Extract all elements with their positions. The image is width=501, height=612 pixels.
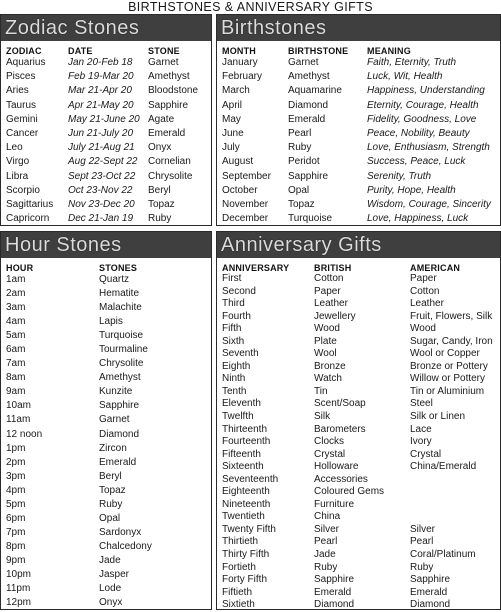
anniversary-cell: Fourth	[222, 310, 251, 322]
hour-stone-row	[1, 442, 211, 456]
anniversary-cell: Cotton	[410, 285, 440, 297]
anniversary-cell: Tin	[314, 385, 328, 397]
anniversary-cell: Crystal	[314, 448, 346, 460]
hour-stone-cell: Turquoise	[99, 330, 144, 342]
anniversary-cell: Barometers	[314, 423, 366, 435]
anniversary-row	[217, 549, 500, 562]
hour-stone-row	[1, 413, 211, 427]
hour-stone-cell: Tourmaline	[99, 344, 148, 356]
zodiac-cell: Aug 22-Sept 22	[68, 156, 138, 168]
anniversary-row	[217, 511, 500, 524]
hour-stone-cell: 9am	[6, 386, 26, 398]
hour-stone-row	[1, 343, 211, 357]
anniversary-cell: Jewellery	[314, 310, 356, 322]
anniversary-cell: Seventh	[222, 348, 259, 360]
birthstone-column-header: MEANING	[367, 46, 411, 56]
birthstone-cell: Diamond	[288, 99, 329, 111]
zodiac-cell: Virgo	[6, 156, 30, 168]
hour-stone-cell: 3am	[6, 302, 26, 314]
birthstone-cell: Ruby	[288, 142, 312, 154]
anniversary-row	[217, 286, 500, 299]
hour-stone-row	[1, 371, 211, 385]
hour-stone-cell: 4pm	[6, 484, 26, 496]
hour-stone-cell: Opal	[99, 512, 121, 524]
zodiac-cell: Apr 21-May 20	[68, 99, 134, 111]
hour-stone-cell: Quartz	[99, 274, 130, 285]
hour-stone-cell: Chalcedony	[99, 540, 152, 552]
hour-stone-cell: 1pm	[6, 442, 26, 454]
page-title: BIRTHSTONES & ANNIVERSARY GIFTS	[128, 0, 373, 14]
hour-stone-row	[1, 357, 211, 371]
anniversary-cell: Leather	[410, 298, 444, 310]
zodiac-cell: July 21-Aug 21	[68, 142, 135, 154]
anniversary-cell: Tenth	[222, 385, 247, 397]
anniversary-cell: Sugar, Candy, Iron	[410, 335, 493, 347]
zodiac-row	[1, 170, 211, 184]
anniversary-row	[217, 348, 500, 361]
hour-stone-cell: 1am	[6, 274, 26, 285]
anniversary-row	[217, 336, 500, 349]
hour-stone-row	[1, 301, 211, 315]
anniversary-cell: Silk	[314, 411, 331, 423]
hour-stone-row	[1, 484, 211, 498]
birthstone-cell: Wisdom, Courage, Sincerity	[367, 198, 491, 210]
birthstone-row	[217, 70, 500, 84]
anniversary-cell: Twelfth	[222, 411, 254, 423]
zodiac-row	[1, 212, 211, 226]
anniversary-row	[217, 486, 500, 499]
zodiac-column-header: ZODIAC	[6, 46, 42, 56]
zodiac-row	[1, 198, 211, 212]
zodiac-table	[1, 42, 211, 226]
anniversary-cell: Wool	[314, 348, 337, 360]
anniversary-cell: Second	[222, 285, 256, 297]
anniversary-cell: Silver	[410, 523, 436, 535]
birthstone-row	[217, 84, 500, 98]
zodiac-cell: Aquarius	[6, 57, 46, 68]
birthstone-cell: Peridot	[288, 156, 320, 168]
hour-stone-cell: Malachite	[99, 302, 142, 314]
anniversary-cell: Bronze	[314, 360, 346, 372]
birthstone-cell: Love, Enthusiasm, Strength	[367, 142, 490, 154]
birthstone-cell: Peace, Nobility, Beauty	[367, 127, 470, 139]
zodiac-cell: Sagittarius	[6, 198, 54, 210]
anniversary-cell: Pearl	[410, 536, 434, 548]
zodiac-cell: Libra	[6, 170, 29, 182]
zodiac-cell: Jun 21-July 20	[68, 127, 134, 139]
birthstone-cell: January	[222, 57, 258, 68]
birthstone-cell: Turquoise	[288, 213, 333, 225]
birthstone-row	[217, 184, 500, 198]
zodiac-stones-panel	[0, 14, 212, 226]
zodiac-cell: Feb 19-Mar 20	[68, 71, 134, 83]
zodiac-cell: Taurus	[6, 99, 37, 111]
hour-stone-row	[1, 456, 211, 470]
anniversary-row	[217, 499, 500, 512]
birthstone-cell: Love, Happiness, Luck	[367, 213, 469, 225]
birthstone-row	[217, 212, 500, 226]
hour-stone-row	[1, 540, 211, 554]
birthstone-cell: Fidelity, Goodness, Love	[367, 113, 477, 125]
zodiac-row	[1, 127, 211, 141]
hour-stone-cell: Emerald	[99, 456, 137, 468]
anniversary-cell: First	[222, 273, 242, 284]
anniversary-cell: Sapphire	[314, 574, 355, 586]
zodiac-cell: Beryl	[148, 184, 171, 196]
zodiac-cell: May 21-June 20	[68, 113, 140, 125]
birthstone-cell: Luck, Wit, Health	[367, 71, 443, 83]
hour-stone-row	[1, 554, 211, 568]
hour-stone-row	[1, 512, 211, 526]
zodiac-cell: Sept 23-Oct 22	[68, 170, 136, 182]
anniversary-column-header: BRITISH	[314, 263, 352, 273]
anniversary-cell: Clocks	[314, 436, 345, 448]
hour-stone-column-header: HOUR	[6, 263, 34, 273]
birthstone-cell: Pearl	[288, 127, 312, 139]
anniversary-cell: Sixth	[222, 335, 245, 347]
anniversary-cell: Steel	[410, 398, 433, 410]
hour-stone-cell: 4am	[6, 316, 26, 328]
zodiac-cell: Onyx	[148, 142, 172, 154]
zodiac-cell: Leo	[6, 142, 23, 154]
anniversary-cell: Twenty Fifth	[222, 523, 276, 535]
anniversary-cell: Coral/Platinum	[410, 549, 476, 561]
anniversary-cell: Fourteenth	[222, 436, 271, 448]
zodiac-cell: Pisces	[6, 71, 36, 83]
anniversary-cell: Wood	[410, 323, 436, 335]
hour-stone-cell: Sardonyx	[99, 526, 142, 538]
anniversary-cell: Silk or Linen	[410, 411, 466, 423]
hour-stone-cell: Sapphire	[99, 400, 140, 412]
anniversary-cell: Ruby	[314, 561, 338, 573]
anniversary-row	[217, 424, 500, 437]
anniversary-row	[217, 436, 500, 449]
hour-stone-row	[1, 470, 211, 484]
anniversary-cell: Ruby	[410, 561, 434, 573]
hour-stone-cell: Lapis	[99, 316, 123, 328]
hour-stone-row	[1, 582, 211, 596]
anniversary-cell: Fruit, Flowers, Silk	[410, 310, 493, 322]
hour-stone-cell: Onyx	[99, 597, 123, 609]
anniversary-cell: Wool or Copper	[410, 348, 480, 360]
birthstone-cell: February	[222, 71, 263, 83]
hour-stone-cell: 11pm	[6, 583, 31, 595]
anniversary-cell: Coloured Gems	[314, 486, 385, 498]
anniversary-row	[217, 311, 500, 324]
birthstones-heading: Birthstones	[217, 15, 500, 41]
birthstones-table	[217, 42, 500, 226]
zodiac-row	[1, 141, 211, 155]
hour-stone-cell: 2am	[6, 288, 26, 300]
hour-stone-cell: 10pm	[6, 568, 32, 580]
birthstone-cell: Sapphire	[288, 170, 329, 182]
hour-stone-row	[1, 315, 211, 329]
zodiac-cell: Emerald	[148, 127, 186, 139]
hour-stone-cell: Topaz	[99, 484, 126, 496]
hour-stone-cell: 7am	[6, 358, 26, 370]
hour-stone-cell: 3pm	[6, 470, 26, 482]
birthstone-row	[217, 155, 500, 169]
anniversary-row	[217, 536, 500, 549]
hour-stone-cell: Garnet	[99, 414, 130, 426]
hour-stone-row	[1, 596, 211, 610]
zodiac-stones-heading: Zodiac Stones	[1, 15, 211, 41]
zodiac-header-row	[1, 42, 211, 56]
hour-stone-row	[1, 273, 211, 287]
anniversary-cell: Seventeenth	[222, 473, 279, 485]
zodiac-cell: Bloodstone	[148, 85, 199, 97]
hour-stone-cell: Jade	[99, 554, 121, 566]
birthstone-header-row	[217, 42, 500, 56]
zodiac-cell: Chrysolite	[148, 170, 193, 182]
anniversary-row	[217, 411, 500, 424]
birthstone-cell: July	[222, 142, 240, 154]
anniversary-cell: Leather	[314, 298, 348, 310]
anniversary-gifts-table	[217, 259, 500, 612]
hour-stone-row	[1, 428, 211, 442]
anniversary-cell: Emerald	[314, 586, 352, 598]
birthstone-cell: Aquamarine	[288, 85, 342, 97]
hour-stone-row	[1, 526, 211, 540]
anniversary-row	[217, 361, 500, 374]
zodiac-cell: Agate	[148, 113, 175, 125]
anniversary-cell: Eighteenth	[222, 486, 270, 498]
hour-stone-cell: 12 noon	[6, 428, 43, 440]
hour-stone-row	[1, 498, 211, 512]
birthstone-cell: Eternity, Courage, Health	[367, 99, 479, 111]
birthstone-cell: Topaz	[288, 198, 315, 210]
anniversary-cell: Fifth	[222, 323, 242, 335]
hour-stone-cell: 8am	[6, 372, 26, 384]
anniversary-cell: Watch	[314, 373, 342, 385]
hour-stone-cell: 8pm	[6, 540, 26, 552]
anniversary-row	[217, 273, 500, 286]
birthstone-cell: Happiness, Understanding	[367, 85, 485, 97]
zodiac-cell: Amethyst	[148, 71, 190, 83]
anniversary-cell: Jade	[314, 549, 336, 561]
birthstone-row	[217, 56, 500, 70]
anniversary-row	[217, 574, 500, 587]
birthstone-cell: Amethyst	[288, 71, 330, 83]
hour-stone-cell: 10am	[6, 400, 32, 412]
zodiac-cell: Sapphire	[148, 99, 189, 111]
anniversary-header-row	[217, 259, 500, 273]
zodiac-row	[1, 84, 211, 98]
hour-stone-row	[1, 329, 211, 343]
anniversary-cell: Forty Fifth	[222, 574, 268, 586]
birthstone-cell: Opal	[288, 184, 310, 196]
anniversary-cell: Nineteenth	[222, 498, 271, 510]
anniversary-row	[217, 461, 500, 474]
birthstone-row	[217, 113, 500, 127]
anniversary-cell: Fifteenth	[222, 448, 261, 460]
birthstone-row	[217, 127, 500, 141]
hour-stone-column-header: STONES	[99, 263, 138, 273]
birthstone-cell: Emerald	[288, 113, 326, 125]
anniversary-column-header: AMERICAN	[410, 263, 461, 273]
anniversary-cell: Wood	[314, 323, 340, 335]
zodiac-row	[1, 113, 211, 127]
anniversary-cell: Bronze or Pottery	[410, 360, 488, 372]
anniversary-cell: China/Emerald	[410, 461, 477, 473]
anniversary-cell: Ninth	[222, 373, 246, 385]
birthstone-row	[217, 99, 500, 113]
hour-stone-cell: 2pm	[6, 456, 26, 468]
zodiac-cell: Oct 23-Nov 22	[68, 184, 133, 196]
birthstone-cell: Purity, Hope, Health	[367, 184, 456, 196]
hour-stones-table	[1, 259, 211, 610]
anniversary-cell: Furniture	[314, 498, 355, 510]
birthstone-cell: October	[222, 184, 258, 196]
zodiac-cell: Garnet	[148, 57, 179, 68]
hour-stone-cell: 11am	[6, 414, 31, 426]
hour-stone-row	[1, 568, 211, 582]
anniversary-cell: Diamond	[410, 599, 451, 611]
anniversary-cell: Sapphire	[410, 574, 451, 586]
birthstone-cell: May	[222, 113, 241, 125]
anniversary-cell: Thirty Fifth	[222, 549, 270, 561]
anniversary-row	[217, 386, 500, 399]
zodiac-column-header: DATE	[68, 46, 93, 56]
zodiac-cell: Dec 21-Jan 19	[68, 213, 134, 225]
zodiac-cell: Capricorn	[6, 213, 50, 225]
anniversary-row	[217, 373, 500, 386]
zodiac-row	[1, 99, 211, 113]
hour-stone-cell: 5pm	[6, 498, 26, 510]
anniversary-cell: Tin or Aluminium	[410, 385, 485, 397]
anniversary-row	[217, 398, 500, 411]
zodiac-row	[1, 155, 211, 169]
hour-stone-row	[1, 399, 211, 413]
anniversary-row	[217, 298, 500, 311]
anniversary-cell: Willow or Pottery	[410, 373, 486, 385]
hour-stone-cell: 6am	[6, 344, 26, 356]
hour-stone-cell: Kunzite	[99, 386, 133, 398]
zodiac-cell: Topaz	[148, 198, 175, 210]
anniversary-cell: Crystal	[410, 448, 442, 460]
zodiac-row	[1, 184, 211, 198]
hour-stones-heading: Hour Stones	[1, 232, 211, 258]
hour-stone-cell: Chrysolite	[99, 358, 144, 370]
hour-stone-cell: 5am	[6, 330, 26, 342]
anniversary-cell: Eighth	[222, 360, 251, 372]
anniversary-cell: Sixteenth	[222, 461, 264, 473]
birthstone-column-header: BIRTHSTONE	[288, 46, 349, 56]
birthstone-cell: Success, Peace, Luck	[367, 156, 466, 168]
birthstone-cell: November	[222, 198, 269, 210]
zodiac-cell: Mar 21-Apr 20	[68, 85, 132, 97]
birthstones-panel	[216, 14, 501, 226]
hour-stone-cell: Beryl	[99, 470, 122, 482]
anniversary-row	[217, 323, 500, 336]
hour-stone-cell: Ruby	[99, 498, 123, 510]
birthstone-row	[217, 141, 500, 155]
zodiac-cell: Gemini	[6, 113, 38, 125]
birthstone-cell: August	[222, 156, 254, 168]
hour-stone-cell: Jasper	[99, 568, 130, 580]
birthstone-column-header: MONTH	[222, 46, 256, 56]
anniversary-row	[217, 562, 500, 575]
zodiac-cell: Jan 20-Feb 18	[68, 57, 133, 68]
zodiac-cell: Nov 23-Dec 20	[68, 198, 135, 210]
anniversary-row	[217, 449, 500, 462]
birthstone-row	[217, 198, 500, 212]
anniversary-column-header: ANNIVERSARY	[222, 263, 290, 273]
anniversary-cell: Emerald	[410, 586, 448, 598]
hour-stone-row	[1, 287, 211, 301]
anniversary-cell: Paper	[314, 285, 341, 297]
hour-stone-cell: Hematite	[99, 288, 140, 300]
hour-stone-cell: 6pm	[6, 512, 26, 524]
hour-stone-cell: 12pm	[6, 597, 32, 609]
zodiac-cell: Aries	[6, 85, 29, 97]
anniversary-cell: Third	[222, 298, 245, 310]
anniversary-cell: Fiftieth	[222, 586, 253, 598]
zodiac-column-header: STONE	[148, 46, 180, 56]
zodiac-row	[1, 56, 211, 70]
zodiac-cell: Scorpio	[6, 184, 40, 196]
anniversary-cell: Twentieth	[222, 511, 265, 523]
anniversary-cell: Pearl	[314, 536, 338, 548]
anniversary-row	[217, 524, 500, 537]
anniversary-cell: Plate	[314, 335, 337, 347]
zodiac-cell: Ruby	[148, 213, 172, 225]
anniversary-cell: Eleventh	[222, 398, 261, 410]
anniversary-row	[217, 474, 500, 487]
birthstone-cell: June	[222, 127, 244, 139]
anniversary-cell: Scent/Soap	[314, 398, 366, 410]
hour-stone-cell: 9pm	[6, 554, 26, 566]
birthstone-cell: April	[222, 99, 243, 111]
birthstone-cell: Faith, Eternity, Truth	[367, 57, 457, 68]
birthstone-cell: March	[222, 85, 250, 97]
anniversary-cell: Lace	[410, 423, 432, 435]
anniversary-gifts-panel	[216, 231, 501, 610]
hour-stone-header-row	[1, 259, 211, 273]
anniversary-cell: Holloware	[314, 461, 359, 473]
zodiac-row	[1, 70, 211, 84]
anniversary-gifts-heading: Anniversary Gifts	[217, 232, 500, 258]
anniversary-cell: Paper	[410, 273, 437, 284]
hour-stone-cell: Amethyst	[99, 372, 141, 384]
hour-stone-cell: Lode	[99, 583, 122, 595]
birthstone-cell: December	[222, 213, 269, 225]
anniversary-cell: Thirtieth	[222, 536, 259, 548]
anniversary-cell: Sixtieth	[222, 599, 255, 611]
birthstone-row	[217, 170, 500, 184]
zodiac-cell: Cancer	[6, 127, 39, 139]
hour-stone-cell: Zircon	[99, 442, 127, 454]
birthstone-cell: Serenity, Truth	[367, 170, 432, 182]
hour-stones-panel	[0, 231, 212, 610]
anniversary-cell: Diamond	[314, 599, 355, 611]
anniversary-cell: Fortieth	[222, 561, 256, 573]
hour-stone-cell: 7pm	[6, 526, 26, 538]
anniversary-cell: Ivory	[410, 436, 432, 448]
hour-stone-cell: Diamond	[99, 428, 140, 440]
birthstone-cell: September	[222, 170, 271, 182]
hour-stone-row	[1, 385, 211, 399]
anniversary-row	[217, 587, 500, 600]
anniversary-cell: Silver	[314, 523, 340, 535]
anniversary-cell: China	[314, 511, 341, 523]
anniversary-cell: Cotton	[314, 273, 344, 284]
zodiac-cell: Cornelian	[148, 156, 191, 168]
birthstone-cell: Garnet	[288, 57, 319, 68]
anniversary-cell: Accessories	[314, 473, 368, 485]
anniversary-cell: Thirteenth	[222, 423, 268, 435]
